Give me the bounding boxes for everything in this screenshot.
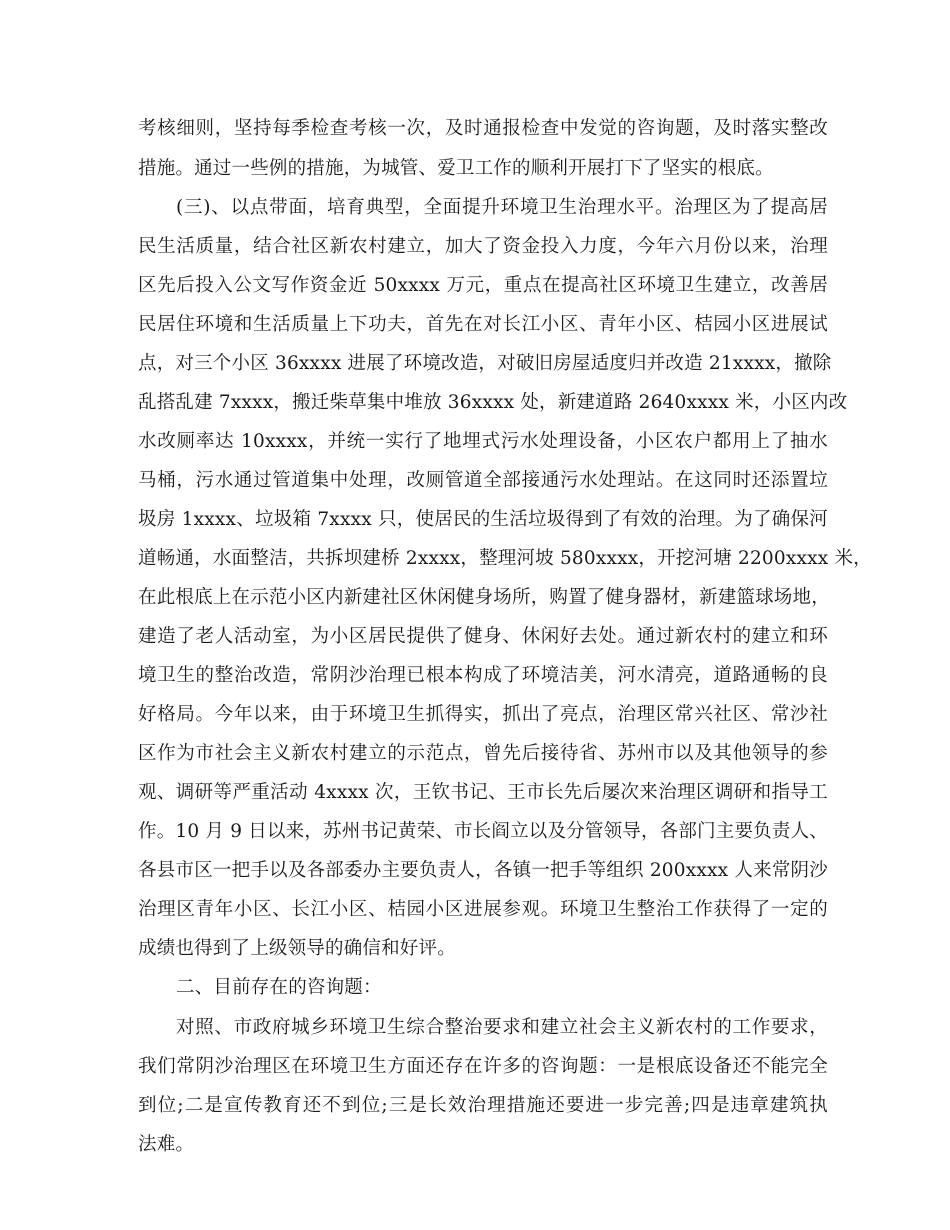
text-line: 建造了老人活动室，为小区居民提供了健身、休闲好去处。通过新农村的建立和环 [138, 626, 828, 647]
text-line: 法难。 [138, 1134, 195, 1155]
text-line: 好格局。今年以来，由于环境卫生抓得实，抓出了亮点，治理区常兴社区、常沙社 [138, 704, 828, 725]
text-line: 到位;二是宣传教育还不到位;三是长效治理措施还要进一步完善;四是违章建筑执 [138, 1095, 828, 1116]
text-line: (三)、以点带面，培育典型，全面提升环境卫生治理水平。治理区为了提高居 [176, 197, 828, 218]
text-line: 在此根底上在示范小区内新建社区休闲健身场所，购置了健身器材，新建篮球场地， [138, 587, 830, 608]
text-line: 我们常阴沙治理区在环境卫生方面还存在许多的咨询题：一是根底设备还不能完全 [138, 1056, 828, 1077]
text-line: 成绩也得到了上级领导的确信和好评。 [138, 938, 456, 959]
text-line: 境卫生的整治改造，常阴沙治理已根本构成了环境洁美，河水清亮，道路通畅的良 [138, 665, 828, 686]
text-line: 点，对三个小区 36xxxx 进展了环境改造，对破旧房屋适度归并改造 21xxxx，撤除 [138, 353, 832, 374]
text-line: 作。10 月 9 日以来，苏州书记黄荣、市长阎立以及分管领导，各部门主要负责人、 [138, 821, 828, 842]
text-line: 乱搭乱建 7xxxx，搬迁柴草集中堆放 36xxxx 处，新建道路 2640xxxx 米，小区内改 [138, 392, 848, 413]
text-line: 治理区青年小区、长江小区、桔园小区进展参观。环境卫生整治工作获得了一定的 [138, 899, 828, 920]
text-line: 措施。通过一些例的措施，为城管、爱卫工作的顺利开展打下了坚实的根底。 [138, 158, 774, 179]
text-line: 水改厕率达 10xxxx，并统一实行了地埋式污水处理设备，小区农户都用上了抽水 [138, 431, 828, 452]
section-heading: 二、目前存在的咨询题： [176, 977, 382, 998]
text-line: 各县市区一把手以及各部委办主要负责人，各镇一把手等组织 200xxxx 人来常阴沙 [138, 860, 828, 881]
text-line: 考核细则，坚持每季检查考核一次，及时通报检查中发觉的咨询题，及时落实整改 [138, 118, 828, 139]
text-line: 圾房 1xxxx、垃圾箱 7xxxx 只，使居民的生活垃圾得到了有效的治理。为了确保河 [138, 509, 828, 530]
text-line: 区先后投入公文写作资金近 50xxxx 万元，重点在提高社区环境卫生建立，改善居 [138, 275, 828, 296]
text-line: 区作为市社会主义新农村建立的示范点，曾先后接待省、苏州市以及其他领导的参 [138, 743, 828, 764]
text-line: 对照、市政府城乡环境卫生综合整治要求和建立社会主义新农村的工作要求， [176, 1017, 828, 1038]
text-line: 马桶，污水通过管道集中处理，改厕管道全部接通污水处理站。在这同时还添置垃 [138, 470, 828, 491]
text-line: 观、调研等严重活动 4xxxx 次，王钦书记、王市长先后屡次来治理区调研和指导工 [138, 782, 828, 803]
text-line: 民生活质量，结合社区新农村建立，加大了资金投入力度，今年六月份以来，治理 [138, 236, 828, 257]
text-line: 道畅通，水面整洁，共拆坝建桥 2xxxx，整理河坡 580xxxx，开挖河塘 2200xxxx 米， [138, 548, 872, 569]
text-line: 民居住环境和生活质量上下功夫，首先在对长江小区、青年小区、桔园小区进展试 [138, 314, 828, 335]
